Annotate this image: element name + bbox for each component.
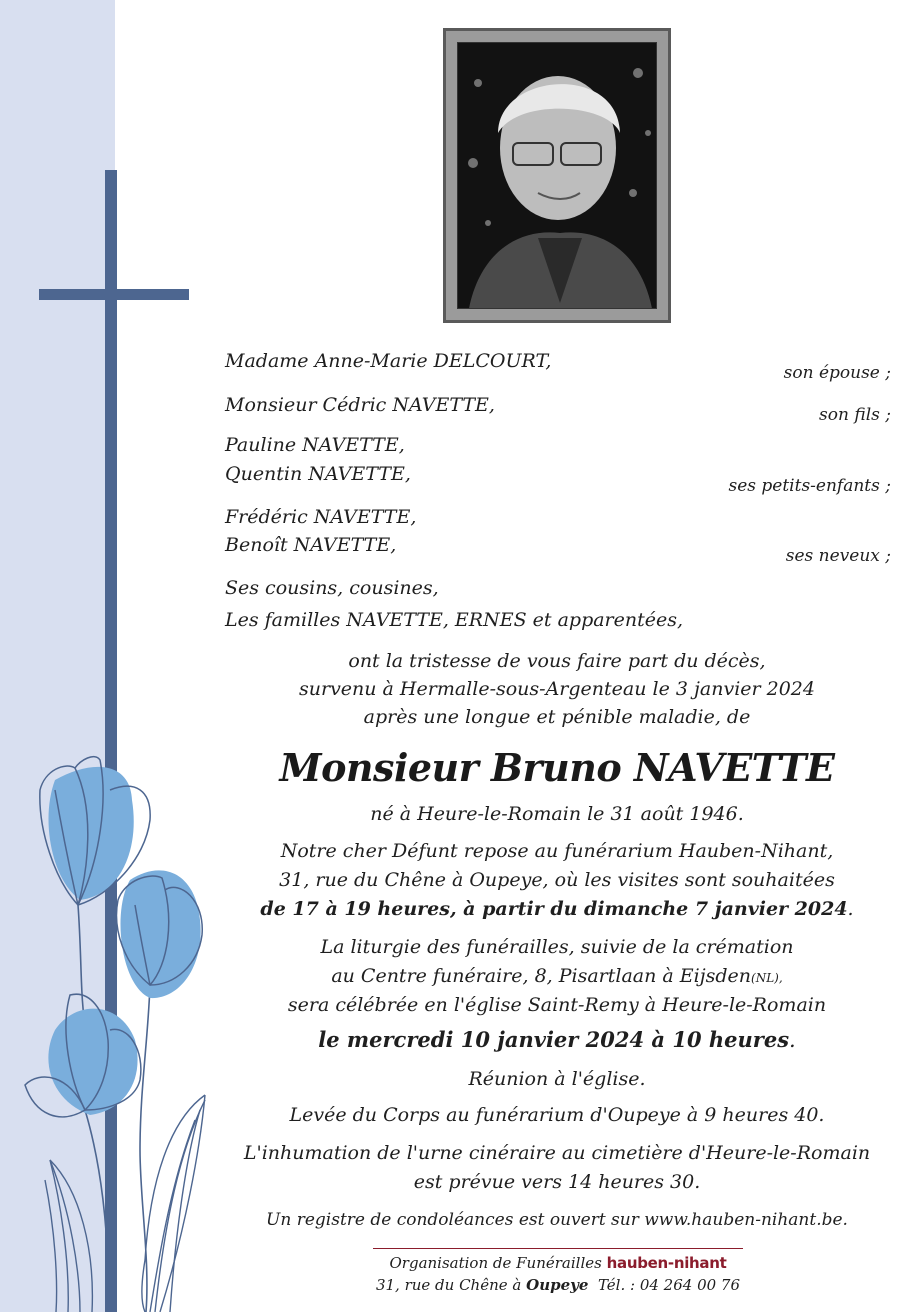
family-relation-2: son fils ; [819,405,891,425]
portrait-icon [458,43,657,309]
footer-address [373,1276,743,1294]
visitation-period: . [847,898,854,920]
liturgy-line-3: sera célébrée en l'église Saint-Remy à Heure-le-Romain [287,994,827,1016]
visitation-line-1: Notre cher Défunt repose au funérarium Hauben-Nihant, [280,840,834,862]
visitation-line-2: 31, rue du Chêne à Oupeye, où les visites sont souhaitées [279,869,835,891]
liturgy-date-text: le mercredi 10 janvier 2024 à 10 heures [318,1027,790,1052]
family-name-1: Madame Anne-Marie DELCOURT, [225,350,552,372]
footer-phone: Tél. : 04 264 00 76 [597,1276,741,1294]
footer-organisation [373,1254,743,1272]
liturgy-place: au Centre funéraire, 8, Pisartlaan à Eijsden [331,965,752,987]
family-relation-3: ses petits-enfants ; [728,476,891,496]
liturgy-country: (NL), [751,971,783,985]
birth-line: né à Heure-le-Romain le 31 août 1946. [370,803,744,825]
condolences-line: Un registre de condoléances est ouvert sur www.hauben-nihant.be. [266,1210,848,1230]
liturgy-date [200,1027,914,1052]
footer-address-city: Oupeye [526,1276,589,1294]
burial-line-1: L'inhumation de l'urne cinéraire au cimetière d'Heure-le-Romain [243,1142,871,1164]
liturgy-date-period: . [789,1028,796,1052]
departure-line: Levée du Corps au funérarium d'Oupeye à 9 heures 40. [289,1104,825,1126]
liturgy-line-1: La liturgie des funérailles, suivie de la crémation [320,936,794,958]
family-name-7: Ses cousins, cousines, [225,577,439,599]
announcement-line-1: ont la tristesse de vous faire part du décès, [348,650,766,672]
family-name-8: Les familles NAVETTE, ERNES et apparentées, [225,609,684,631]
family-name-4: Quentin NAVETTE, [225,463,411,485]
liturgy-line-2 [200,965,914,987]
cross-vertical [105,170,117,1312]
cross-horizontal [39,289,189,300]
burial-line-2: est prévue vers 14 heures 30. [413,1171,701,1193]
footer-org-prefix: Organisation de Funérailles [389,1254,602,1272]
family-name-2: Monsieur Cédric NAVETTE, [225,394,495,416]
visitation-line-3 [200,898,914,920]
family-relation-1: son épouse ; [783,363,891,383]
brand-logo: hauben-nihant [606,1254,727,1272]
announcement-line-2: survenu à Hermalle-sous-Argenteau le 3 janvier 2024 [299,678,815,700]
family-name-3: Pauline NAVETTE, [225,434,405,456]
meeting-line: Réunion à l'église. [468,1068,646,1090]
family-name-6: Benoît NAVETTE, [225,534,397,556]
family-relation-4: ses neveux ; [785,546,891,566]
portrait-frame [443,28,671,323]
portrait-photo [457,42,657,309]
family-name-5: Frédéric NAVETTE, [225,506,417,528]
deceased-name: Monsieur Bruno NAVETTE [279,745,835,790]
tulip-icon-2 [117,870,203,998]
footer-address-prefix: 31, rue du Chêne à [375,1276,522,1294]
tulip-icon-3 [25,994,141,1117]
announcement-line-3: après une longue et pénible maladie, de [363,706,751,728]
visitation-hours: de 17 à 19 heures, à partir du dimanche 7 janvier 2024 [260,898,848,920]
footer-divider [373,1248,743,1249]
